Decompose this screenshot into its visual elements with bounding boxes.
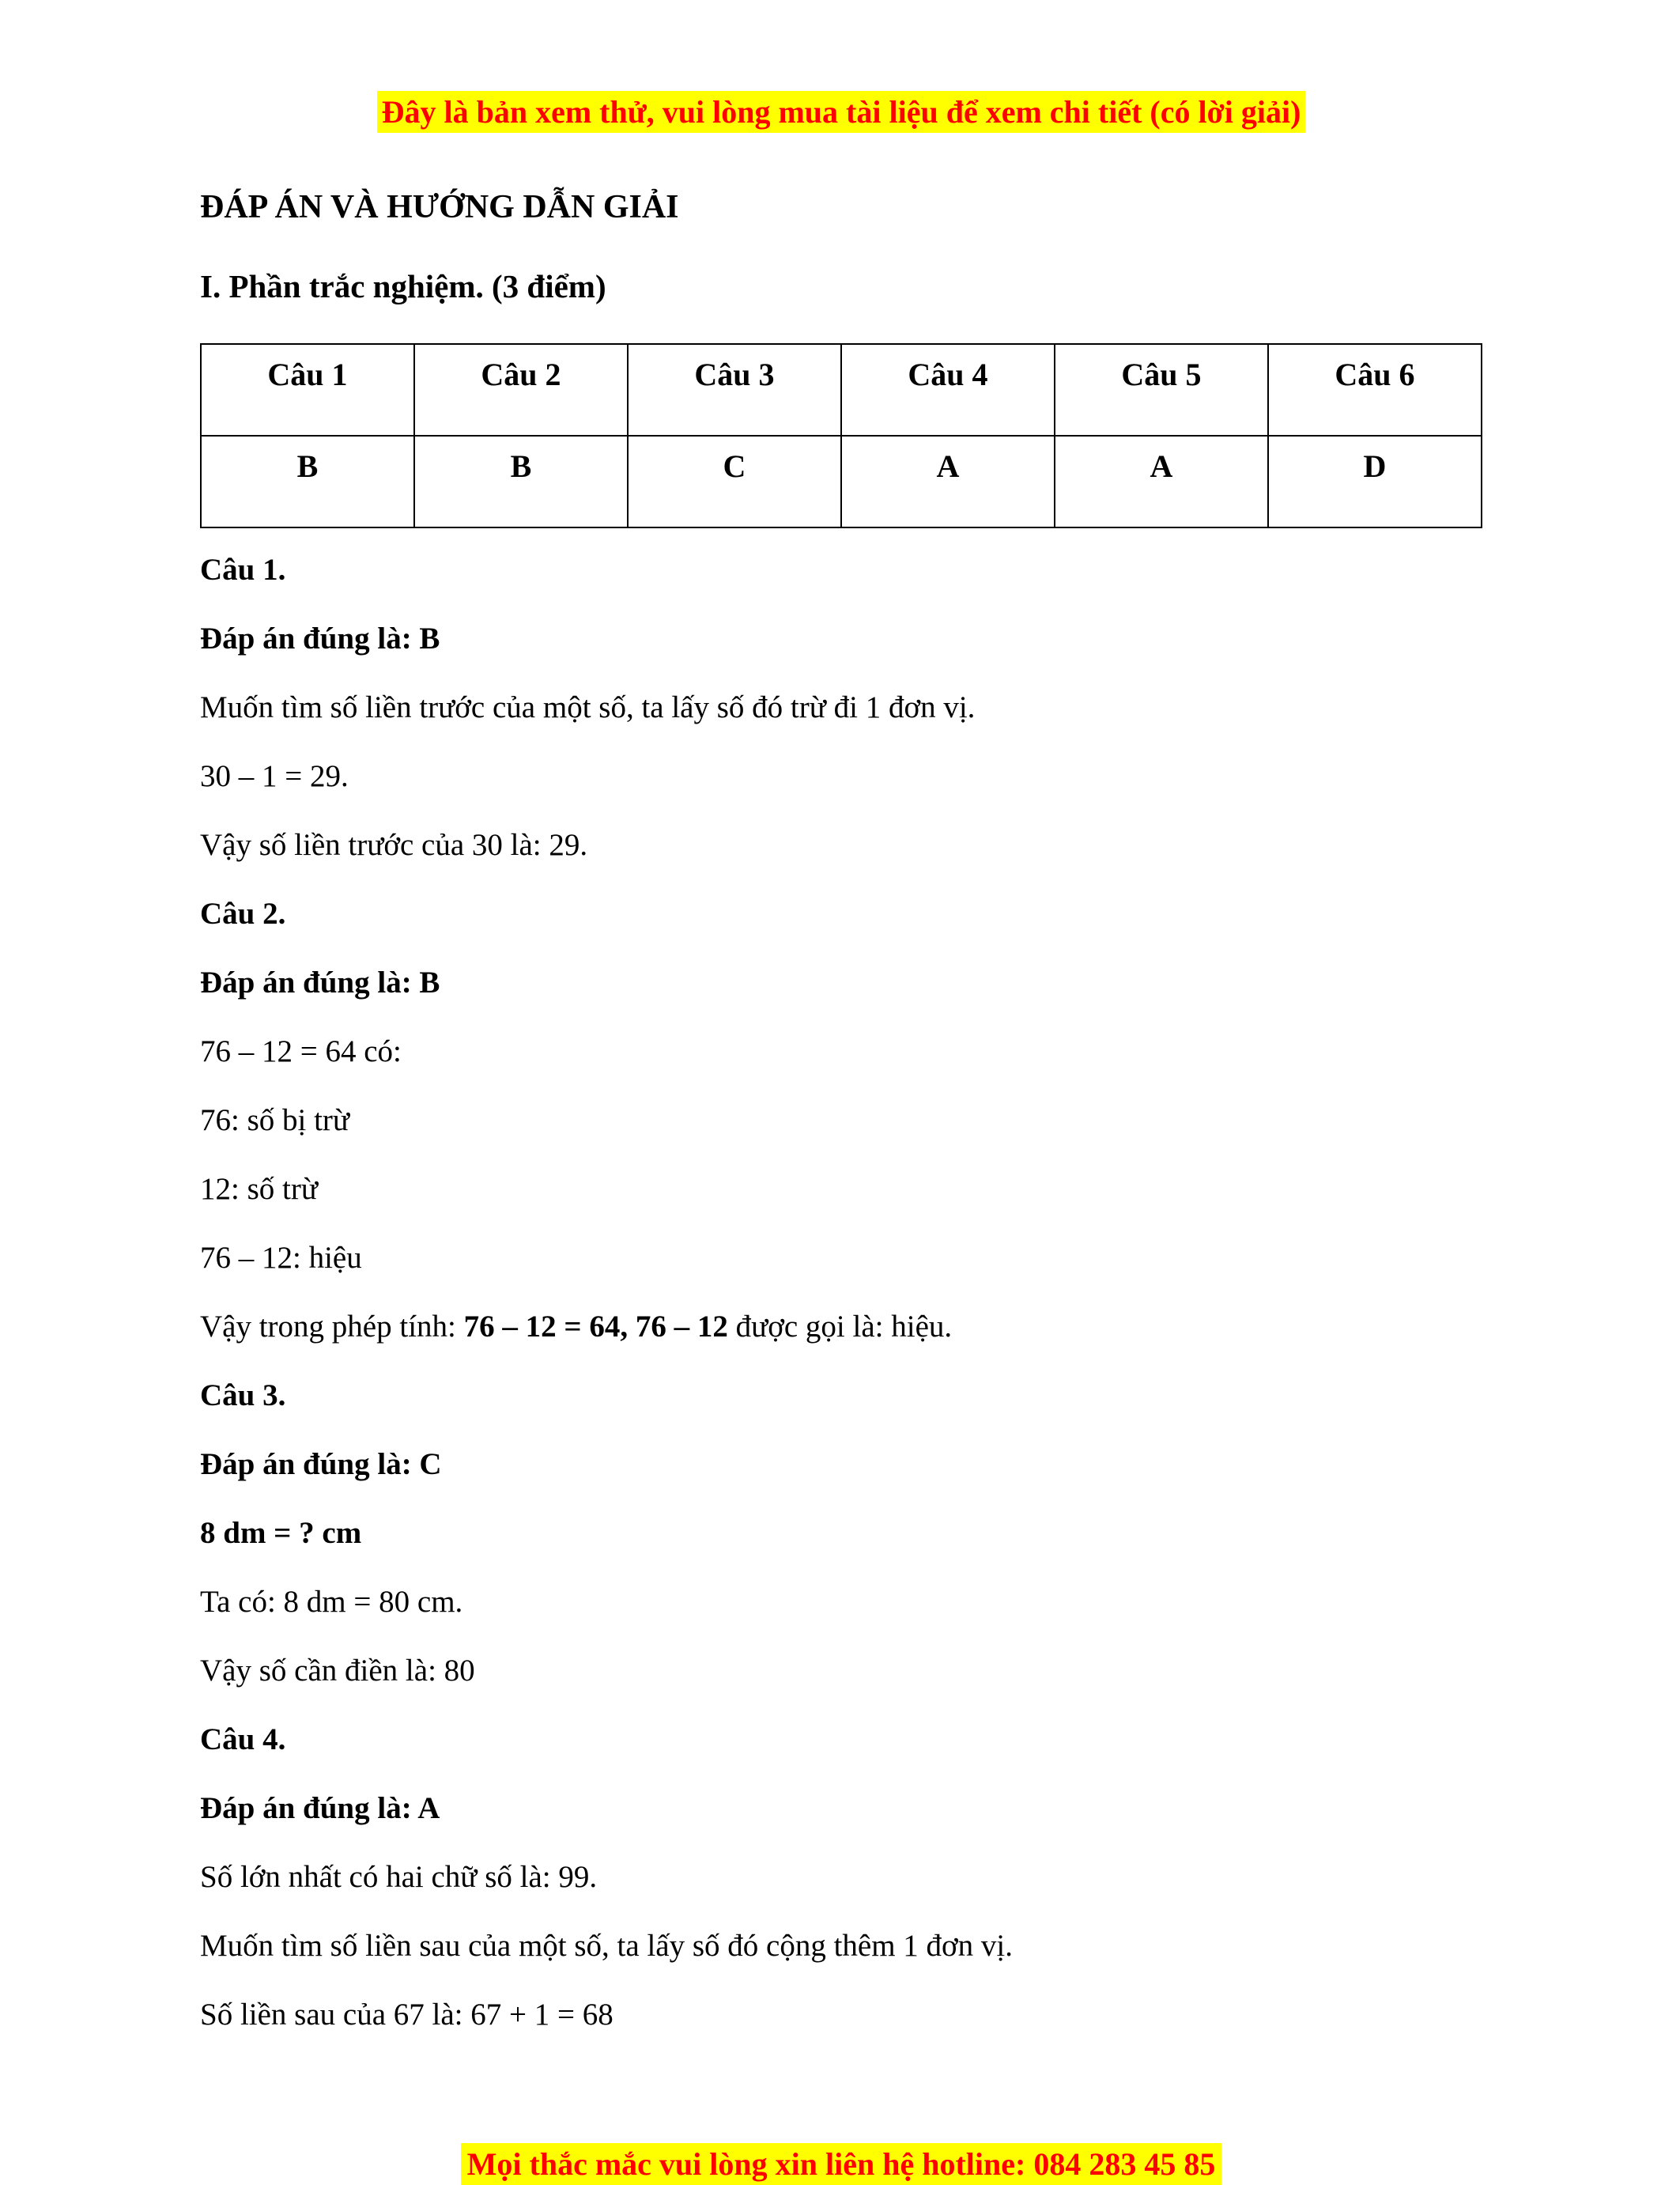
section-heading: I. Phần trắc nghiệm. (3 điểm) [200, 268, 606, 304]
table-header-cell: Câu 1 [201, 344, 414, 436]
table-answer-cell: B [414, 436, 628, 527]
table-answer-row [201, 436, 1482, 527]
text-line: 76 – 12: hiệu [200, 1241, 362, 1276]
text-line: 8 dm = ? cm [200, 1516, 362, 1551]
text-line: 12: số trừ [200, 1172, 318, 1207]
text-line: Số lớn nhất có hai chữ số là: 99. [200, 1860, 598, 1895]
table-header-cell: Câu 3 [628, 344, 841, 436]
document-title: ĐÁP ÁN VÀ HƯỚNG DẪN GIẢI [200, 189, 679, 225]
table-header-cell: Câu 2 [414, 344, 628, 436]
text-segment: được gọi là: hiệu. [727, 1310, 953, 1344]
preview-notice-banner [200, 93, 1482, 131]
text-line: Số liền sau của 67 là: 67 + 1 = 68 [200, 1998, 613, 2032]
answer-line: Đáp án đúng là: A [200, 1791, 440, 1826]
answer-key-table [200, 343, 1482, 528]
text-line: Muốn tìm số liền trước của một số, ta lấy số đó trừ đi 1 đơn vị. [200, 690, 976, 725]
question-heading: Câu 3. [200, 1378, 286, 1413]
table-answer-cell: B [201, 436, 414, 527]
text-line: 30 – 1 = 29. [200, 759, 349, 794]
text-line: 76 – 12 = 64 có: [200, 1034, 402, 1069]
table-header-row [201, 344, 1482, 436]
table-answer-cell: A [841, 436, 1055, 527]
text-line: Vậy số liền trước của 30 là: 29. [200, 828, 588, 863]
hotline-banner [200, 2145, 1482, 2183]
question-heading: Câu 2. [200, 897, 286, 932]
table-answer-cell: A [1055, 436, 1268, 527]
answer-line: Đáp án đúng là: B [200, 966, 440, 1000]
text-line: 76: số bị trừ [200, 1103, 350, 1138]
text-line: Muốn tìm số liền sau của một số, ta lấy số đó cộng thêm 1 đơn vị. [200, 1929, 1014, 1964]
question-heading: Câu 4. [200, 1722, 286, 1757]
text-segment: Vậy trong phép tính: [200, 1310, 464, 1344]
text-segment-bold: 76 – 12 = 64, 76 – 12 [463, 1310, 728, 1344]
answer-line: Đáp án đúng là: C [200, 1447, 442, 1482]
text-line: Vậy số cần điền là: 80 [200, 1654, 475, 1688]
question-heading: Câu 1. [200, 553, 286, 587]
table-header-cell: Câu 5 [1055, 344, 1268, 436]
solution-content [200, 552, 1482, 2033]
text-line: Ta có: 8 dm = 80 cm. [200, 1585, 463, 1620]
answer-line: Đáp án đúng là: B [200, 622, 440, 656]
preview-notice-text: Đây là bản xem thử, vui lòng mua tài liệu để xem chi tiết (có lời giải) [377, 91, 1306, 133]
text-line-mixed [200, 1309, 1482, 1345]
table-header-cell: Câu 6 [1268, 344, 1482, 436]
table-answer-cell: C [628, 436, 841, 527]
hotline-text: Mọi thắc mắc vui lòng xin liên hệ hotline: 084 283 45 85 [461, 2143, 1222, 2185]
table-answer-cell: D [1268, 436, 1482, 527]
table-header-cell: Câu 4 [841, 344, 1055, 436]
